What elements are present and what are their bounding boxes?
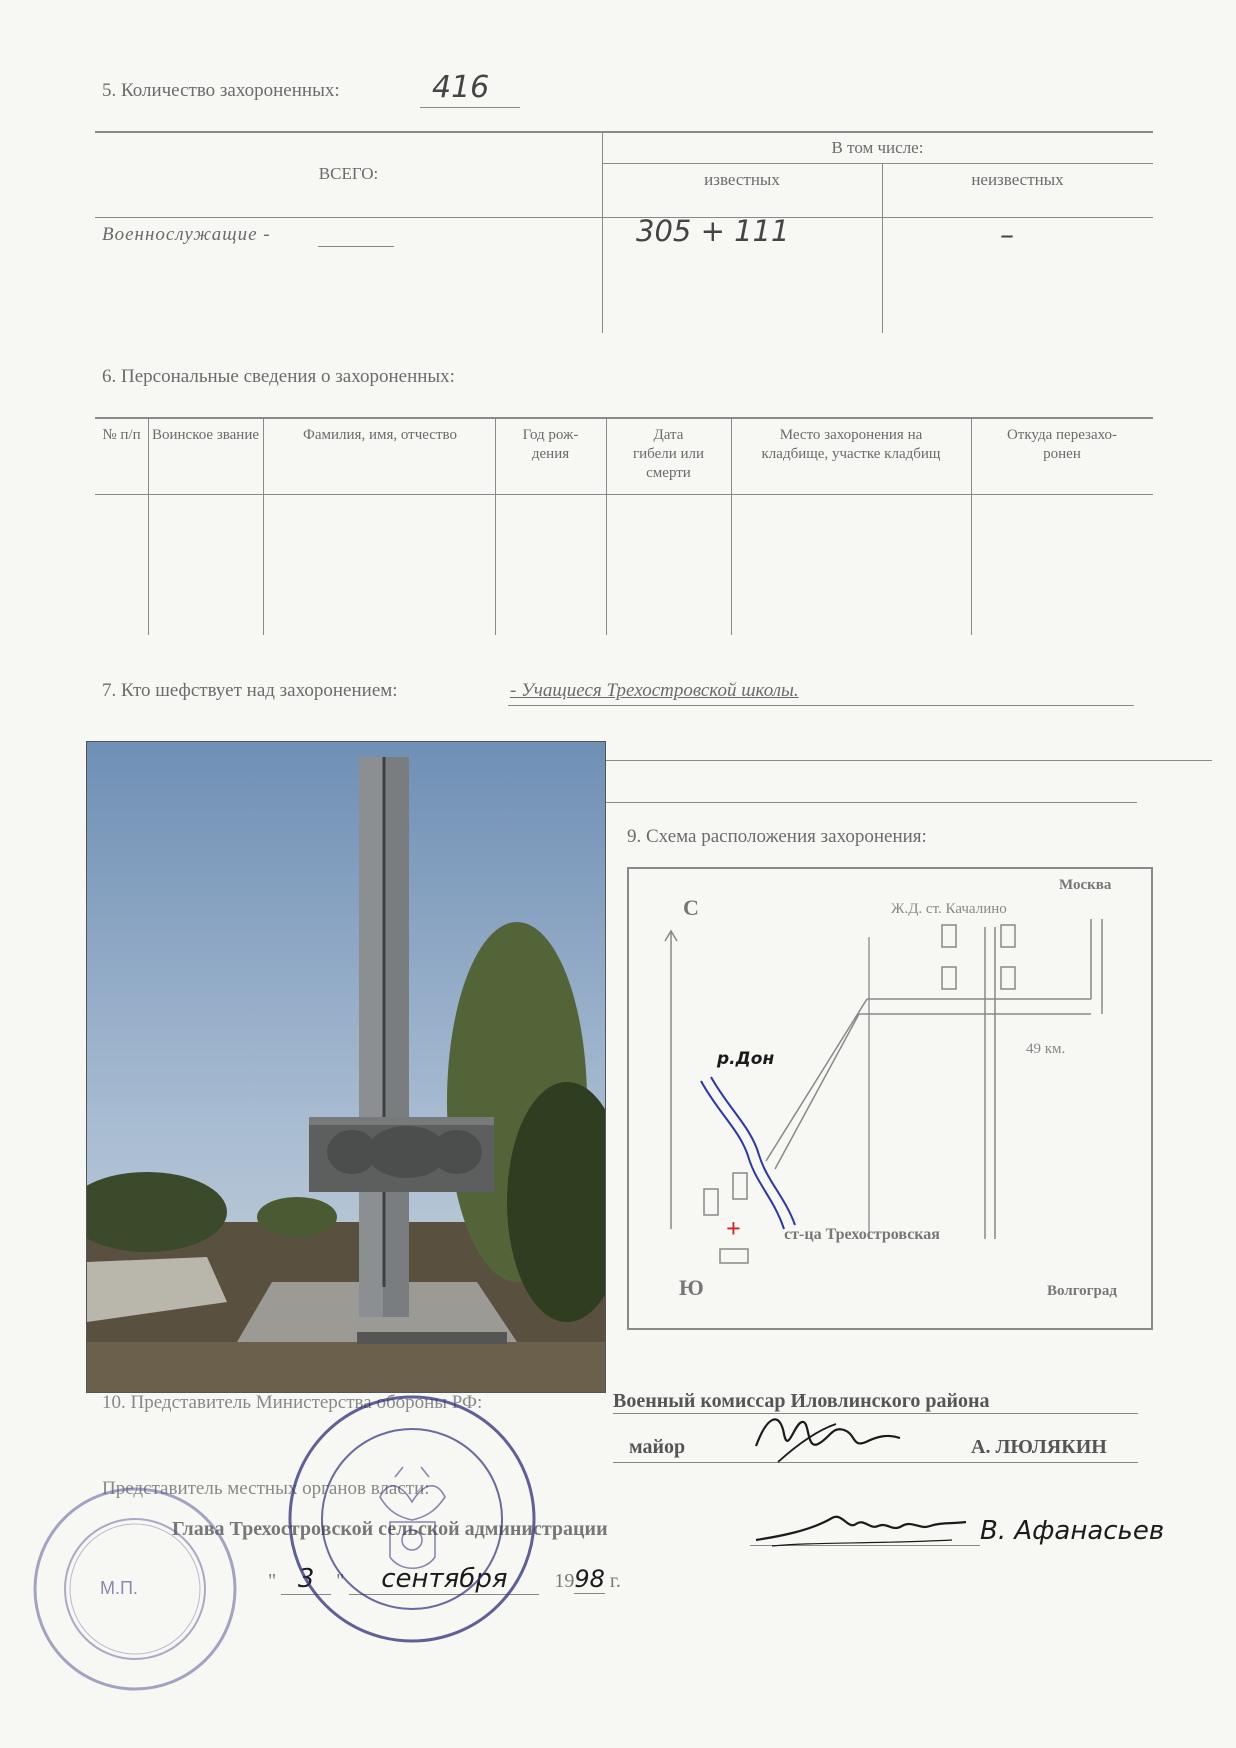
local-signature [752, 1500, 972, 1554]
section10-label: 10. Представитель Министерства обороны РФ: [102, 1392, 483, 1413]
military-commissariat-stamp [285, 1392, 540, 1647]
col-rank: Воинское звание [151, 427, 259, 443]
col-reburied-from: Откуда перезахо-ронен [1006, 427, 1118, 462]
patronage-field [508, 678, 1134, 706]
monument-photo [86, 741, 606, 1393]
section7-label: 7. Кто шефствует над захоронением: [102, 680, 398, 701]
north-label: С [683, 895, 699, 920]
total-header: ВСЕГО: [318, 164, 379, 183]
local-signature-name: В. Афанасьев [980, 1516, 1165, 1546]
mod-rank: майор [629, 1436, 686, 1458]
date-g: г. [609, 1570, 621, 1592]
burial-count-field [420, 70, 520, 108]
mod-signature-line [613, 1432, 1138, 1463]
grave-mark: + [726, 1214, 741, 1243]
location-scheme [627, 867, 1153, 1330]
patronage-value: - Учащиеся Трехостровской школы. [510, 680, 799, 701]
servicemen-total-field [318, 232, 394, 247]
section5-label: 5. Количество захороненных: [102, 80, 340, 101]
mod-signature [748, 1404, 908, 1470]
date-open-quote: " [268, 1570, 277, 1592]
local-authority-label: Представитель местных органов власти: [102, 1478, 430, 1499]
known-value: 305 + 111 [636, 214, 790, 248]
date-year-suffix: 98 [574, 1565, 605, 1593]
mod-representative-position: Военный комиссар Иловлинского района [613, 1390, 1138, 1414]
including-header: В том числе: [831, 138, 924, 157]
mp-label: М.П. [100, 1578, 138, 1598]
section9-label: 9. Схема расположения захоронения: [627, 826, 927, 847]
station-label: Ж.Д. ст. Качалино [891, 901, 1007, 917]
burial-count-value: 416 [432, 70, 490, 105]
scheme-drawing [629, 869, 1151, 1328]
date-close-quote: " [336, 1570, 345, 1592]
military-stamp-ring [285, 1392, 540, 1647]
distance-label: 49 км. [1026, 1041, 1066, 1057]
date-year-prefix: 19 [554, 1570, 575, 1592]
col-death-date: Дата гибели или смерти [632, 427, 705, 481]
col-full-name: Фамилия, имя, отчество [303, 427, 457, 443]
moscow-label: Москва [1059, 877, 1112, 893]
volgograd-label: Волгоград [1047, 1283, 1117, 1299]
village-label: ст-ца Трехостровская [784, 1226, 940, 1243]
river-label: р.Дон [717, 1049, 775, 1069]
section6-label: 6. Персональные сведения о захороненных: [102, 366, 455, 387]
col-birth-year: Год рож-дения [522, 427, 579, 462]
servicemen-label: Военнослужащие - [102, 224, 271, 245]
unknown-value: – [1000, 218, 1014, 251]
col-number: № п/п [102, 427, 141, 443]
unknown-header: неизвестных [971, 170, 1064, 189]
south-label: Ю [679, 1275, 704, 1300]
mod-name: А. ЛЮЛЯКИН [971, 1436, 1107, 1458]
known-header: известных [704, 170, 780, 189]
village-admin-stamp [30, 1484, 240, 1694]
date-month: сентября [349, 1564, 539, 1595]
date-day: 3 [281, 1564, 331, 1595]
col-burial-place: Место захоронения на кладбище, участке кладбищ [761, 427, 941, 462]
local-authority-position: Глава Трехостровской сельской администрации [172, 1518, 608, 1540]
